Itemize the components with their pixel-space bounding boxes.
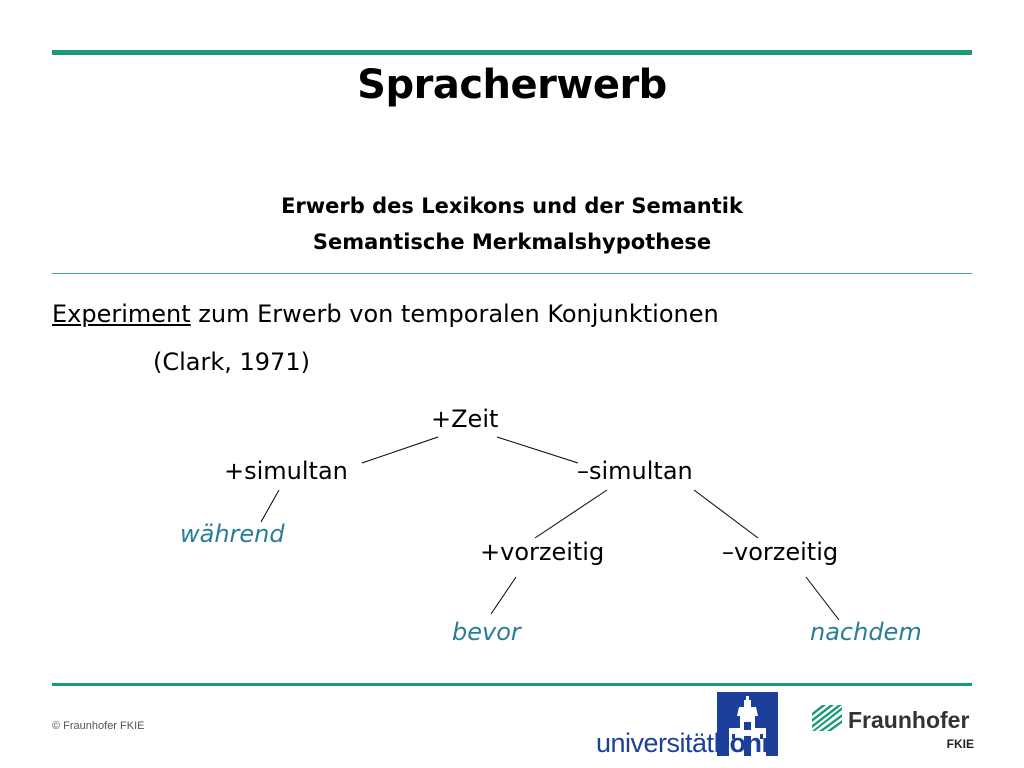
- university-bonn-logo: [596, 692, 786, 762]
- leaf-bevor: bevor: [452, 618, 521, 646]
- experiment-word: Experiment: [52, 300, 191, 328]
- slide-title: Spracherwerb: [357, 62, 667, 108]
- fraunhofer-wordmark: Fraunhofer: [848, 707, 970, 733]
- edge-simultan-minus-vorzeitig-plus: [535, 490, 607, 538]
- node-vorzeitig-minus: –vorzeitig: [722, 538, 839, 566]
- subtitle-hypothesis: Semantische Merkmalshypothese: [312, 230, 712, 254]
- experiment-description: zum Erwerb von temporalen Konjunktionen: [190, 300, 719, 328]
- edge-vorzeitig-plus-bevor: [491, 577, 516, 614]
- node-zeit: +Zeit: [431, 405, 499, 433]
- fraunhofer-stripes-icon: [812, 705, 842, 731]
- node-vorzeitig-plus: +vorzeitig: [480, 538, 605, 566]
- bottom-divider: [52, 683, 972, 686]
- fraunhofer-logo: [812, 705, 974, 755]
- citation: (Clark, 1971): [153, 348, 310, 376]
- node-simultan-minus: –simultan: [577, 457, 693, 485]
- edge-simultan-minus-vorzeitig-minus: [694, 490, 758, 538]
- edge-vorzeitig-minus-nachdem: [806, 577, 839, 620]
- bonn-wordmark: [596, 728, 778, 759]
- leaf-nachdem: nachdem: [810, 618, 922, 646]
- bonn-wordmark-regular: universität: [596, 728, 714, 758]
- leaf-waehrend: während: [180, 520, 285, 548]
- fraunhofer-institute-label: FKIE: [946, 737, 974, 751]
- edge-zeit-simultan-plus: [362, 437, 438, 463]
- edge-simultan-plus-waehrend: [261, 490, 279, 522]
- edge-zeit-simultan-minus: [497, 437, 578, 463]
- bonn-wordmark-bold: bonn: [713, 728, 778, 758]
- subtitle-lexicon: Erwerb des Lexikons und der Semantik: [281, 194, 743, 218]
- node-simultan-plus: +simultan: [224, 457, 348, 485]
- copyright-notice: © Fraunhofer FKIE: [52, 720, 145, 732]
